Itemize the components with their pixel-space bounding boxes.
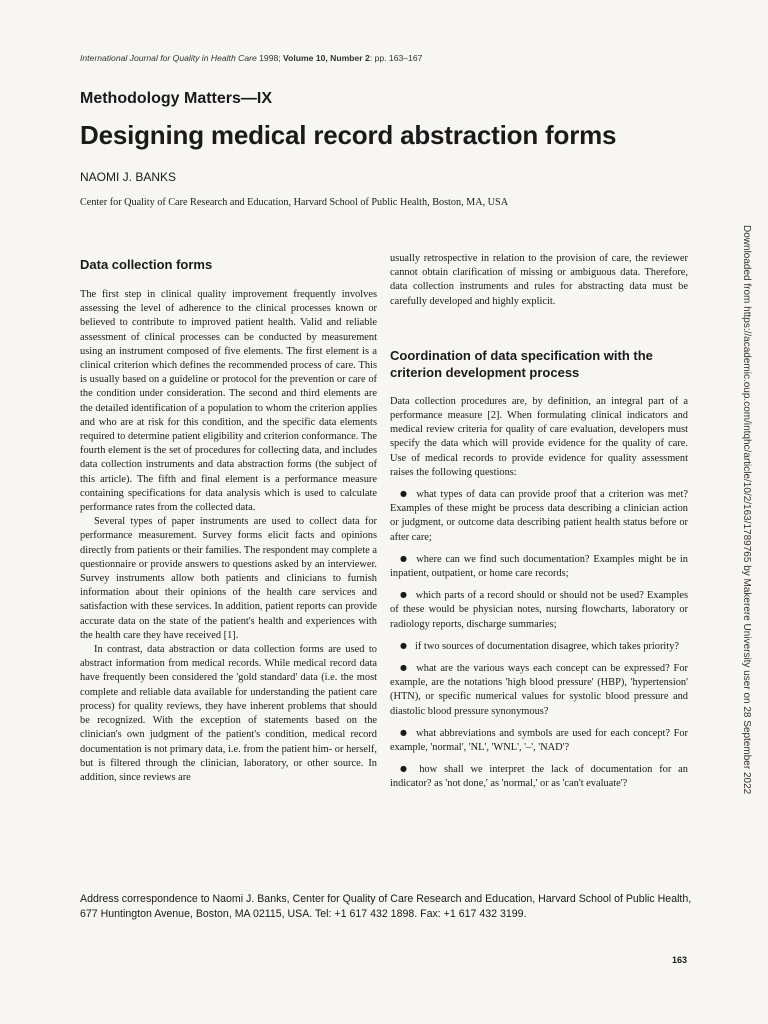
body-paragraph-continuation: usually retrospective in relation to the provision of care, the reviewer cannot obtain clarification of missing or ambiguous data. Therefore, data collection instruments and rules for abstracting data must be carefully developed and highly explicit. bbox=[390, 253, 688, 307]
section-heading-coordination: Coordination of data specification with the criterion development process bbox=[390, 347, 653, 380]
list-item: ● what abbreviations and symbols are used for each concept? For example, 'normal', 'NL', 'WNL', '–', 'NAD'? bbox=[390, 727, 689, 754]
right-column bbox=[390, 252, 688, 792]
list-item: ● what are the various ways each concept can be expressed? For example, are the notations 'high blood pressure' (HBP), 'hypertension' (HTN), or specific numerical values for systolic blood pressure and diastolic blood pressure synonymous? bbox=[390, 663, 688, 717]
bullet-icon: ● bbox=[400, 489, 409, 499]
journal-citation-line: International Journal for Quality in Health Care 1998; Volume 10, Number 2: pp. 163–167 bbox=[80, 53, 423, 63]
left-column bbox=[80, 252, 377, 785]
journal-pages: pp. 163–167 bbox=[374, 53, 423, 63]
list-item: ● if two sources of documentation disagree, which takes priority? bbox=[400, 640, 680, 652]
body-paragraph: The first step in clinical quality improvement frequently involves assessing the level of adherence to the clinical processes known or believed to contribute to improved patient health. Valid and reliable assessment of clinical processes can be conducted by measurement using an instrument composed of five elements. The first element is a clinical criterion which defines the recommended process of care. This is usually based on a guideline or protocol for the prevention or care of the condition under consideration. The second and third elements are the detailed identification of a population to whom the criterion applies and who are at risk for this condition, and the specific data elements required to determine patient eligibility and criterion conformance. The fourth element is the set of procedures for collecting data, and includes data collection instruments and data abstraction forms (the subject of this article). The fifth and final element is a performance measure containing specifications for data analysis which is used to calculate performance rates from the collected data. bbox=[80, 289, 377, 514]
bullet-icon: ● bbox=[400, 764, 412, 774]
list-item: ● where can we find such documentation? Examples might be in inpatient, outpatient, or home care records; bbox=[390, 553, 688, 580]
bullet-icon: ● bbox=[400, 590, 408, 600]
article-title: Designing medical record abstraction forms bbox=[80, 120, 617, 150]
body-paragraph: Several types of paper instruments are used to collect data for performance measurement. Survey forms elicit facts and opinions directly from patients or their families. The respondent may complete a questionnaire or provide answers to questions asked by an interviewer. Survey instruments allow both patients and clinicians to furnish information about their opinions of the health care services and satisfaction with these services. In addition, patient reports can provide accurate data on the state of the patient's health and experiences with the health care they have received [1]. bbox=[80, 516, 377, 641]
journal-volume: Volume 10, Number 2 bbox=[283, 53, 370, 63]
list-item: ● which parts of a record should or should not be used? Examples of these would be physician notes, nursing flowcharts, laboratory or radiology reports, discharge summaries; bbox=[390, 590, 689, 630]
page-number: 163 bbox=[672, 955, 688, 965]
download-watermark: Downloaded from https://academic.oup.com/intqhc/article/10/2/163/1789765 by Makerere University user on 28 September 2022 bbox=[741, 225, 752, 795]
list-item: ● what types of data can provide proof that a criterion was met? Examples of these might be process data describing a clinician action or judgment, or outcome data describing patient health status before or after care; bbox=[390, 489, 688, 543]
body-paragraph: Data collection procedures are, by definition, an integral part of a performance measure [2]. When formulating clinical indicators and medical review criteria for quality of care evaluation, developers must specify the data which will provide evidence for the quality of care. Use of medical records to provide evidence for quality assessment raises the following questions: bbox=[390, 395, 688, 478]
bullet-icon: ● bbox=[400, 553, 409, 563]
bullet-icon: ● bbox=[400, 663, 409, 673]
section-heading-data-collection-forms: Data collection forms bbox=[80, 257, 213, 272]
question-list bbox=[390, 487, 688, 792]
body-paragraph: In contrast, data abstraction or data collection forms are used to abstract information from medical records. While medical record data have frequently been considered the 'gold standard' data (i.e. the most complete and reliable data available for understanding the patient care process) for quality reviews, they have inherent problems that should be recognized. With the exception of statements based on the clinician's own judgment of the patient's condition, medical record documentation is not primary data, i.e. from the patient him- or herself, but is filtered through the clinician, laboratory, or other source. In addition, since reviews are bbox=[80, 644, 377, 783]
author-name: NAOMI J. BANKS bbox=[80, 170, 177, 184]
author-affiliation: Center for Quality of Care Research and Education, Harvard School of Public Health, Boston, MA, USA bbox=[80, 197, 509, 208]
list-item: ● how shall we interpret the lack of documentation for an indicator? as 'not done,' as 'normal,' or as 'can't evaluate'? bbox=[390, 764, 688, 790]
correspondence-footnote: Address correspondence to Naomi J. Banks, Center for Quality of Care Research and Education, Harvard School of Public Health, 677 Huntington Avenue, Boston, MA 02115, USA. Tel: +1 617 432 1898. Fax: +1 617 432 3199. bbox=[80, 893, 692, 920]
series-title: Methodology Matters—IX bbox=[80, 90, 273, 107]
journal-year: 1998; bbox=[259, 53, 281, 63]
bullet-icon: ● bbox=[400, 640, 407, 650]
journal-name: International Journal for Quality in Health Care bbox=[80, 53, 257, 63]
bullet-icon: ● bbox=[400, 727, 408, 737]
